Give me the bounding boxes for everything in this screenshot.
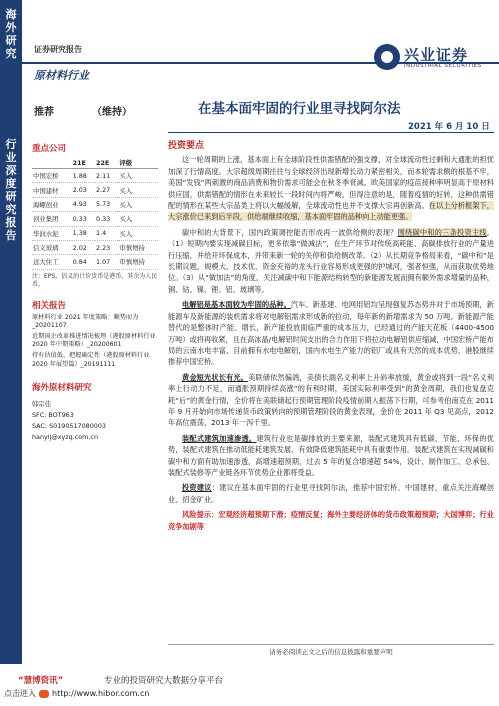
report-date: 2021 年 6 月 10 日 (408, 122, 490, 132)
disclaimer-note: 请务必阅读正文之后的信息披露和重要声明 (168, 644, 494, 656)
p4-text: 美联储依然偏鸽，美债长端名义利率上升斜率放缓，黄金或将到一段“名义利率上行动力不足，而通胀预期持续高涨”的有利时期，美国实际利率受到“的黄金周期，我们也复盘克耗“后”的黄金行情，全价将在美联储起行预期管理阶段疫情前期入振荡下行期，可参考伯南克在 2011 年 9 月开始向市场传递货币政策转向的预期管理阶段的黄金表现，金价在 2011 年 Q3 见高点，2012 年高位震荡，2013 年一泻千里。 (168, 372, 494, 428)
rating-label: 推荐 (34, 107, 54, 118)
cell: 审慎增持 (118, 240, 158, 254)
cell: 中国建材 (32, 183, 72, 197)
logo-en: INDUSTRIAL SECURITIES (404, 63, 482, 69)
paragraph-5 (168, 433, 494, 479)
cell: 买入 (118, 212, 158, 226)
related-item[interactable]: 近期国企改革推进情况梳理（港股原材料行业 2020 年中期策略）_20200601 (32, 332, 156, 349)
cell: 审慎增持 (118, 255, 158, 269)
table-row (32, 255, 158, 269)
col-header: 22E (95, 157, 118, 169)
cell: 创业集团 (32, 212, 72, 226)
cell: 信义玻璃 (32, 240, 72, 254)
paragraph-4 (168, 372, 494, 429)
cell: 0.33 (95, 212, 118, 226)
risk-label: 风险提示 (182, 510, 212, 520)
p6-text: ：建议在基本面牢固的行业里寻找阿尔法，推荐中国宏桥、中国建材，重点关注海螺创业、招金矿业。 (168, 483, 494, 504)
cell: 2.03 (72, 183, 95, 197)
footer-url-prefix: 点击进入 (4, 689, 36, 698)
related-list (32, 314, 158, 370)
cell: 1.88 (72, 169, 95, 183)
paragraph-risk (168, 509, 494, 532)
p1-text: 这一轮周期的上涨，基本面上有全球阶段性供需错配的强支撑，对全球流动性过剩和大通胀的担忧加深了行情高度。大宗超级周期往往与全球经济出现新增长动力紧密相关，而本轮需求侧的根基不牢，美国“发钱”两刺激的商品消费和物价需求可能会在秋冬季衰减，欧美国家的疫苗接种率明显高于原材料供应国，供需错配的情形在未来较长一段时间内将严峻，但得注意的是，随着疫情的好转，这种供需错配的情形在某些大宗品类上将以大幅缓解，全球流动性也并不支撑大宗再创新高。 (168, 155, 494, 211)
table-row (32, 183, 158, 197)
table-row (32, 240, 158, 254)
p3-underline: 电解铝是基本面较为牢固的品种。 (182, 300, 291, 310)
p3-text: 汽车、新基建、电网用铝均呈现强复苏态势并对于市场预期，新能源车及新能源的装机需求将对电解铝需求形成新的拉动，每年新的新增需求为 50 万吨。新能源产能替代的是整体时产能、增长，新产能投放面临严重的成本压力，已经通过的产能天花板（4400-4500 万吨）或将再收紧，且在高冰晶/电解铝时间支出的合力作用下将拉动电解铝供应缩减，中国宏桥产能布局的云南水电丰富，目前拥有水电电解铝，国内水电生产能力的铝厂或具有天然的成本优势，港股继续推荐中国宏桥。 (168, 300, 494, 367)
p2-underline: 围绕碳中和的三条投资主线 (397, 227, 487, 237)
sidebar (0, 0, 22, 706)
logo-mark-icon (374, 44, 400, 70)
table-row (32, 197, 158, 211)
cell: 2.23 (95, 240, 118, 254)
related-item[interactable]: 原材料行业 2021 年度策略：顺势而为_20201107 (32, 313, 139, 330)
sidebar-section-text: 行业深度研究报告 (5, 138, 17, 242)
footer-banner (0, 664, 499, 706)
related-heading: 相关报告 (32, 300, 67, 311)
cell: 买入 (118, 197, 158, 211)
cell: 买入 (118, 169, 158, 183)
table-row (32, 169, 158, 183)
stocks-header-row (32, 157, 158, 169)
cell: 1.38 (72, 226, 95, 240)
footer-brand: “慧博资讯” (18, 676, 64, 686)
analyst-block (32, 399, 158, 443)
logo-cn: 兴业证券 (404, 46, 469, 64)
paragraph-1 (168, 154, 494, 222)
paragraph-2 (168, 227, 494, 295)
cell: 海螺创业 (32, 197, 72, 211)
analyst-name: 韩宗佳 (32, 400, 52, 409)
rating-row (34, 103, 132, 118)
p2-text-b: 。（1）短期内要实现减碳目标，更多依靠“做减法”，在生产环节对传统高耗能、高碳排放行业的产量进行压缩，并给开环保成本，并带来新一轮的关停和供给侧改革。（2）从长期竞争格局来看，“碳中和”是长期议题，规模大、技术优、资金充裕的龙头行业容易形成更强的护城河，强者恒强，从而获取优势地位。（3）从“做加法”的角度，关注减碳中和下能源结构转型的新能源发展而拥有额外需求增量的品种，铜、钴、镍、锂、铝、玻璃等。 (168, 227, 494, 294)
stocks-note: 注：EPS，信义的计价货币是港币，其余为人民币。 (32, 272, 158, 288)
table-row (32, 212, 158, 226)
p1-highlight: 在以上分析框架下，大宗涨价已来到后半段，供给端继续收缩，基本面牢固的品种向上动能更强。 (168, 201, 494, 222)
cell: 4.93 (72, 197, 95, 211)
main-content (168, 141, 494, 536)
analyst-email[interactable]: hanyij@xyzq.com.cn (32, 433, 98, 442)
cell: 华润水泥 (32, 226, 72, 240)
analyst-sac: SAC: S0190517080003 (32, 422, 106, 431)
footer-url-row (4, 688, 149, 699)
p5-underline: 装配式建筑加速渗透。 (182, 433, 257, 443)
cell: 2.27 (95, 183, 118, 197)
col-header: 21E (72, 157, 95, 169)
analyst-heading: 海外原材料研究 (32, 383, 92, 394)
col-header: 评级 (118, 157, 158, 169)
page-title: 在基本面牢固的行业里寻找阿尔法 (198, 101, 401, 117)
left-column (32, 142, 158, 443)
stocks-heading: 重点公司 (32, 144, 67, 154)
report-type: 证券研究报告 (34, 45, 82, 54)
cell: 远大住工 (32, 255, 72, 269)
industry-name: 原材料行业 (34, 69, 89, 82)
related-item[interactable]: 持有估值低、把握确定性（港股原材料行业 2020 年展望篇）_20191111 (32, 352, 150, 368)
p4-underline: 黄金短光状长有光。 (182, 372, 249, 382)
p6-underline: 投资建议 (182, 483, 212, 493)
col-header (32, 157, 72, 169)
cell: 中国宏桥 (32, 169, 72, 183)
investment-heading: 投资要点 (168, 141, 205, 151)
cell: 1.07 (95, 255, 118, 269)
title-rule (168, 132, 494, 133)
footer-url-link[interactable]: http://www.hibor.com.cn (52, 689, 150, 698)
risk-text: ：宏观经济超预期下滑；疫情反复；海外主要经济体的货币政策超预期；大国博弈；行业竞争加剧等 (168, 510, 494, 531)
analyst-sfc: SFC: BOT963 (32, 411, 74, 420)
table-row (32, 226, 158, 240)
cell: 0.33 (72, 212, 95, 226)
stocks-table (32, 157, 158, 270)
cell: 1.4 (95, 226, 118, 240)
hand-pointer-icon (39, 690, 49, 698)
footer-slogan: 专业的投资研究大数据分享平台 (104, 676, 224, 686)
cell: 5.73 (95, 197, 118, 211)
paragraph-3 (168, 299, 494, 367)
cell: 买入 (118, 226, 158, 240)
p5-text: 建筑行业也是碳排放的主要来源，装配式建筑具有低碳、节能、环保的优势，装配式建筑在推动低能耗建筑发展、有效降低建筑能耗中具有重要作用。装配式建筑在实现减碳和碳中和方面有助加速渗透，高增速超预期，过去 5 年的复合增速超 54%，设计、制作加工、总承包、装配式装修等产业链各环节优势企业都将受益。 (168, 433, 494, 477)
p2-text: 碳中和的大背景下，国内政策调控能否形成再一波供给侧的表现？ (182, 227, 398, 237)
cell: 买入 (118, 183, 158, 197)
cell: 0.84 (72, 255, 95, 269)
sidebar-top-text: 海外研究 (5, 8, 17, 60)
cell: 2.02 (72, 240, 95, 254)
rating-status: （维持） (92, 107, 132, 118)
cell: 2.11 (95, 169, 118, 183)
paragraph-6 (168, 482, 494, 505)
brand-logo (374, 44, 492, 74)
